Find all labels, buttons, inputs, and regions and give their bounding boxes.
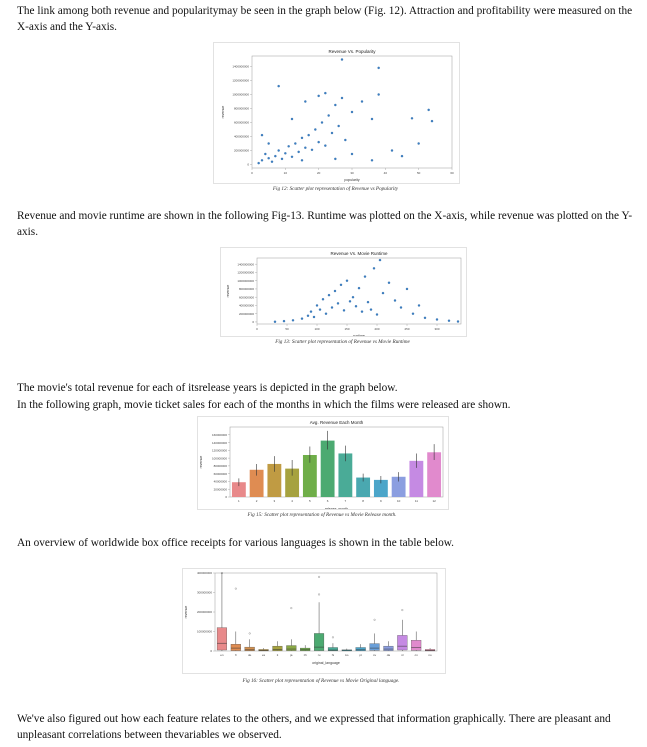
- data-point: [307, 315, 309, 317]
- caption-fig15: Fig 15: Scatter plot representation of Revenue vs Movie Release month.: [247, 512, 397, 518]
- x-tick-label: 60: [450, 171, 454, 175]
- y-tick-label: 20000000: [213, 487, 227, 492]
- x-tick-label: 8: [362, 499, 364, 503]
- y-tick-label: 1200000000: [237, 270, 254, 275]
- data-point: [316, 304, 318, 306]
- data-point: [319, 308, 321, 310]
- box: [245, 647, 255, 651]
- data-point: [337, 302, 339, 304]
- y-tick-label: 200000000: [196, 610, 212, 615]
- chart-title: Revenue Vs. Movie Runtime: [330, 251, 388, 256]
- data-point: [344, 139, 346, 141]
- data-point: [351, 111, 353, 113]
- data-point: [334, 104, 336, 106]
- box: [231, 644, 241, 650]
- data-point: [418, 142, 420, 144]
- y-tick-label: 300000000: [196, 590, 212, 595]
- data-point: [424, 317, 426, 319]
- data-point: [436, 318, 438, 320]
- y-tick-label: 1400000000: [232, 64, 249, 69]
- data-point: [340, 284, 342, 286]
- outlier-point: [318, 576, 320, 578]
- x-tick-label: 1: [238, 499, 240, 503]
- x-tick-label: ja: [290, 653, 293, 657]
- y-tick-label: 800000000: [238, 287, 254, 292]
- data-point: [310, 311, 312, 313]
- box: [328, 647, 338, 650]
- data-point: [261, 134, 263, 136]
- data-point: [268, 142, 270, 144]
- data-point: [322, 298, 324, 300]
- y-tick-label: 600000000: [238, 295, 254, 300]
- data-point: [264, 153, 266, 155]
- x-tick-label: 50: [285, 327, 289, 331]
- data-point: [308, 134, 310, 136]
- chart-revenue-by-language: [183, 569, 445, 673]
- box: [356, 647, 366, 650]
- data-point: [341, 58, 343, 60]
- x-axis-label: release_month: [324, 507, 349, 509]
- data-point: [343, 309, 345, 311]
- data-point: [281, 158, 283, 160]
- x-tick-label: 10: [396, 499, 401, 503]
- data-point: [431, 120, 433, 122]
- data-point: [294, 142, 296, 144]
- data-point: [318, 141, 320, 143]
- y-tick-label: 120000000: [211, 448, 227, 453]
- data-point: [388, 282, 390, 284]
- data-point: [401, 155, 403, 157]
- data-point: [301, 318, 303, 320]
- data-point: [268, 157, 270, 159]
- x-tick-label: cn: [414, 653, 418, 657]
- box: [384, 646, 394, 650]
- data-point: [283, 320, 285, 322]
- y-tick-label: 0: [247, 162, 249, 167]
- data-point: [411, 117, 413, 119]
- y-tick-label: 80000000: [213, 464, 227, 469]
- box: [370, 644, 380, 651]
- data-point: [349, 300, 351, 302]
- data-point: [370, 308, 372, 310]
- paragraph-fig13-intro: Revenue and movie runtime are shown in the following Fig-13. Runtime was plotted on the X-axis, while revenue was plotted on the Y-axis.: [17, 210, 633, 238]
- box: [397, 635, 407, 650]
- data-point: [304, 147, 306, 149]
- outlier-point: [318, 594, 320, 596]
- x-axis-label: original_language: [312, 661, 340, 665]
- data-point: [334, 290, 336, 292]
- figure-revenue-by-language: [182, 568, 446, 674]
- box: [217, 628, 227, 650]
- y-tick-label: 1400000000: [237, 262, 254, 267]
- x-tick-label: 100: [314, 327, 320, 331]
- data-point: [457, 320, 459, 322]
- x-tick-label: 40: [383, 171, 388, 175]
- paragraph-fig12-intro: The link among both revenue and popularitymay be seen in the graph below (Fig. 12). Attraction and profitability were measured on the X-axis and the Y-axis.: [17, 5, 633, 33]
- y-axis-label: revenue: [184, 605, 188, 619]
- data-point: [278, 149, 280, 151]
- x-axis-label: runtime: [353, 334, 365, 336]
- y-tick-label: 1000000000: [232, 92, 249, 97]
- y-tick-label: 160000000: [211, 432, 227, 437]
- box: [273, 646, 283, 651]
- data-point: [288, 145, 290, 147]
- data-point: [338, 125, 340, 127]
- data-point: [400, 306, 402, 308]
- caption-fig16: Fig 16: Scatter plot representation of Revenue vs Movie Original language.: [242, 678, 400, 684]
- x-tick-label: 7: [344, 499, 347, 503]
- data-point: [378, 93, 380, 95]
- data-point: [379, 259, 381, 261]
- paragraph-correlations: We've also figured out how each feature relates to the others, and we expressed that information graphically. There are pleasant and unpleasant correlations between thevariables we observed.: [17, 713, 611, 741]
- chart-avg-revenue-each-month: [198, 417, 448, 509]
- x-tick-label: ru: [317, 653, 321, 657]
- y-tick-label: 140000000: [211, 440, 227, 445]
- data-point: [351, 153, 353, 155]
- data-point: [334, 158, 336, 160]
- y-tick-label: 800000000: [233, 106, 249, 111]
- data-point: [428, 109, 430, 111]
- data-point: [331, 132, 333, 134]
- x-tick-label: pt: [359, 653, 362, 657]
- data-point: [324, 92, 326, 94]
- x-tick-label: 10: [283, 171, 288, 175]
- data-point: [378, 67, 380, 69]
- x-tick-label: fr: [234, 653, 237, 657]
- data-point: [373, 267, 375, 269]
- figure-avg-revenue-each-month: [197, 416, 449, 510]
- y-tick-label: 200000000: [238, 311, 254, 316]
- x-tick-label: zh: [303, 653, 307, 657]
- outlier-point: [249, 633, 251, 635]
- x-tick-label: 200: [374, 327, 380, 331]
- data-point: [314, 128, 316, 130]
- data-point: [371, 118, 373, 120]
- outlier-point: [374, 619, 376, 621]
- y-tick-label: 400000000: [238, 303, 254, 308]
- x-tick-label: 12: [432, 499, 436, 503]
- data-point: [406, 288, 408, 290]
- plot-frame: [257, 258, 461, 324]
- figure-revenue-vs-popularity: [213, 42, 460, 184]
- data-point: [284, 152, 286, 154]
- data-point: [448, 320, 450, 322]
- data-point: [355, 305, 357, 307]
- data-point: [318, 95, 320, 97]
- data-point: [367, 301, 369, 303]
- outlier-point: [291, 607, 293, 609]
- x-tick-label: 150: [344, 327, 350, 331]
- y-tick-label: 100000000: [196, 629, 212, 634]
- data-point: [331, 306, 333, 308]
- paragraph-release-year: The movie's total revenue for each of itsrelease years is depicted in the graph below.: [17, 382, 398, 394]
- y-tick-label: 100000000: [211, 456, 227, 461]
- data-point: [412, 313, 414, 315]
- data-point: [391, 149, 393, 151]
- x-tick-label: 0: [251, 171, 253, 175]
- y-axis-label: revenue: [199, 455, 203, 469]
- data-point: [325, 313, 327, 315]
- chart-revenue-vs-popularity: [214, 43, 459, 183]
- box: [286, 646, 296, 651]
- paragraph-fig15-intro: In the following graph, movie ticket sales for each of the months in which the films were released are shown.: [17, 399, 511, 411]
- chart-title: Revenue Vs. Popularity: [328, 49, 376, 54]
- data-point: [271, 161, 273, 163]
- x-tick-label: 0: [256, 327, 258, 331]
- data-point: [371, 159, 373, 161]
- x-tick-label: 50: [416, 171, 421, 175]
- y-tick-label: 600000000: [233, 120, 249, 125]
- paragraph-fig16-intro: An overview of worldwide box office receipts for various languages is shown in the table below.: [17, 537, 455, 549]
- data-point: [394, 299, 396, 301]
- y-tick-label: 0: [225, 495, 227, 500]
- x-tick-label: 6: [326, 499, 329, 503]
- data-point: [313, 316, 315, 318]
- x-tick-label: sv: [373, 653, 377, 657]
- outlier-point: [235, 588, 237, 590]
- x-tick-label: it: [276, 653, 279, 657]
- data-point: [328, 294, 330, 296]
- data-point: [301, 137, 303, 139]
- x-tick-label: 5: [309, 499, 311, 503]
- data-point: [361, 311, 363, 313]
- x-tick-label: da: [386, 653, 391, 657]
- data-point: [274, 155, 276, 157]
- data-point: [376, 313, 378, 315]
- box: [314, 633, 324, 650]
- data-point: [324, 145, 326, 147]
- data-point: [364, 275, 366, 277]
- box: [300, 648, 310, 651]
- y-tick-label: 0: [210, 649, 212, 654]
- x-tick-label: ko: [345, 653, 349, 657]
- y-tick-label: 40000000: [213, 479, 227, 484]
- caption-fig13: Fig 13: Scatter plot representation of Revenue vs Movie Runtime: [275, 339, 410, 345]
- chart-title: Avg. Revenue Each Month: [309, 420, 364, 425]
- data-point: [261, 159, 263, 161]
- data-point: [301, 159, 303, 161]
- x-tick-label: es: [261, 653, 266, 657]
- data-point: [361, 100, 363, 102]
- data-point: [358, 287, 360, 289]
- x-tick-label: 2: [255, 499, 258, 503]
- x-tick-label: no: [428, 653, 432, 657]
- data-point: [321, 121, 323, 123]
- x-tick-label: 30: [350, 171, 354, 175]
- chart-revenue-vs-runtime: [221, 248, 466, 336]
- data-point: [346, 280, 348, 282]
- data-point: [341, 97, 343, 99]
- data-point: [328, 114, 330, 116]
- data-point: [311, 149, 313, 151]
- data-point: [258, 162, 260, 164]
- y-axis-label: revenue: [221, 105, 225, 119]
- y-tick-label: 1000000000: [237, 278, 254, 283]
- data-point: [292, 319, 294, 321]
- y-tick-label: 400000000: [196, 571, 212, 576]
- data-point: [418, 304, 420, 306]
- caption-fig12: Fig 12: Scatter plot representation of Revenue vs Popularity: [272, 186, 399, 192]
- x-axis-label: popularity: [344, 178, 360, 182]
- data-point: [274, 321, 276, 323]
- x-tick-label: 4: [291, 499, 293, 503]
- data-point: [382, 292, 384, 294]
- x-tick-label: nl: [401, 653, 404, 657]
- x-tick-label: 11: [414, 499, 418, 503]
- outlier-point: [402, 609, 404, 611]
- y-axis-label: revenue: [226, 284, 230, 298]
- x-tick-label: 3: [273, 499, 276, 503]
- box: [411, 640, 421, 650]
- x-tick-label: 9: [380, 499, 382, 503]
- x-tick-label: 250: [404, 327, 410, 331]
- x-tick-label: 20: [316, 171, 321, 175]
- y-tick-label: 200000000: [233, 148, 249, 153]
- outlier-point: [332, 637, 334, 639]
- y-tick-label: 1200000000: [232, 78, 249, 83]
- y-tick-label: 400000000: [233, 134, 249, 139]
- data-point: [291, 118, 293, 120]
- y-tick-label: 60000000: [213, 471, 227, 476]
- data-point: [291, 156, 293, 158]
- y-tick-label: 0: [252, 320, 254, 325]
- data-point: [278, 85, 280, 87]
- x-tick-label: hi: [331, 653, 335, 657]
- x-tick-label: 300: [434, 327, 440, 331]
- x-tick-label: en: [220, 653, 224, 657]
- data-point: [352, 296, 354, 298]
- x-tick-label: de: [248, 653, 252, 657]
- figure-revenue-vs-runtime: [220, 247, 467, 337]
- data-point: [304, 100, 306, 102]
- data-point: [298, 151, 300, 153]
